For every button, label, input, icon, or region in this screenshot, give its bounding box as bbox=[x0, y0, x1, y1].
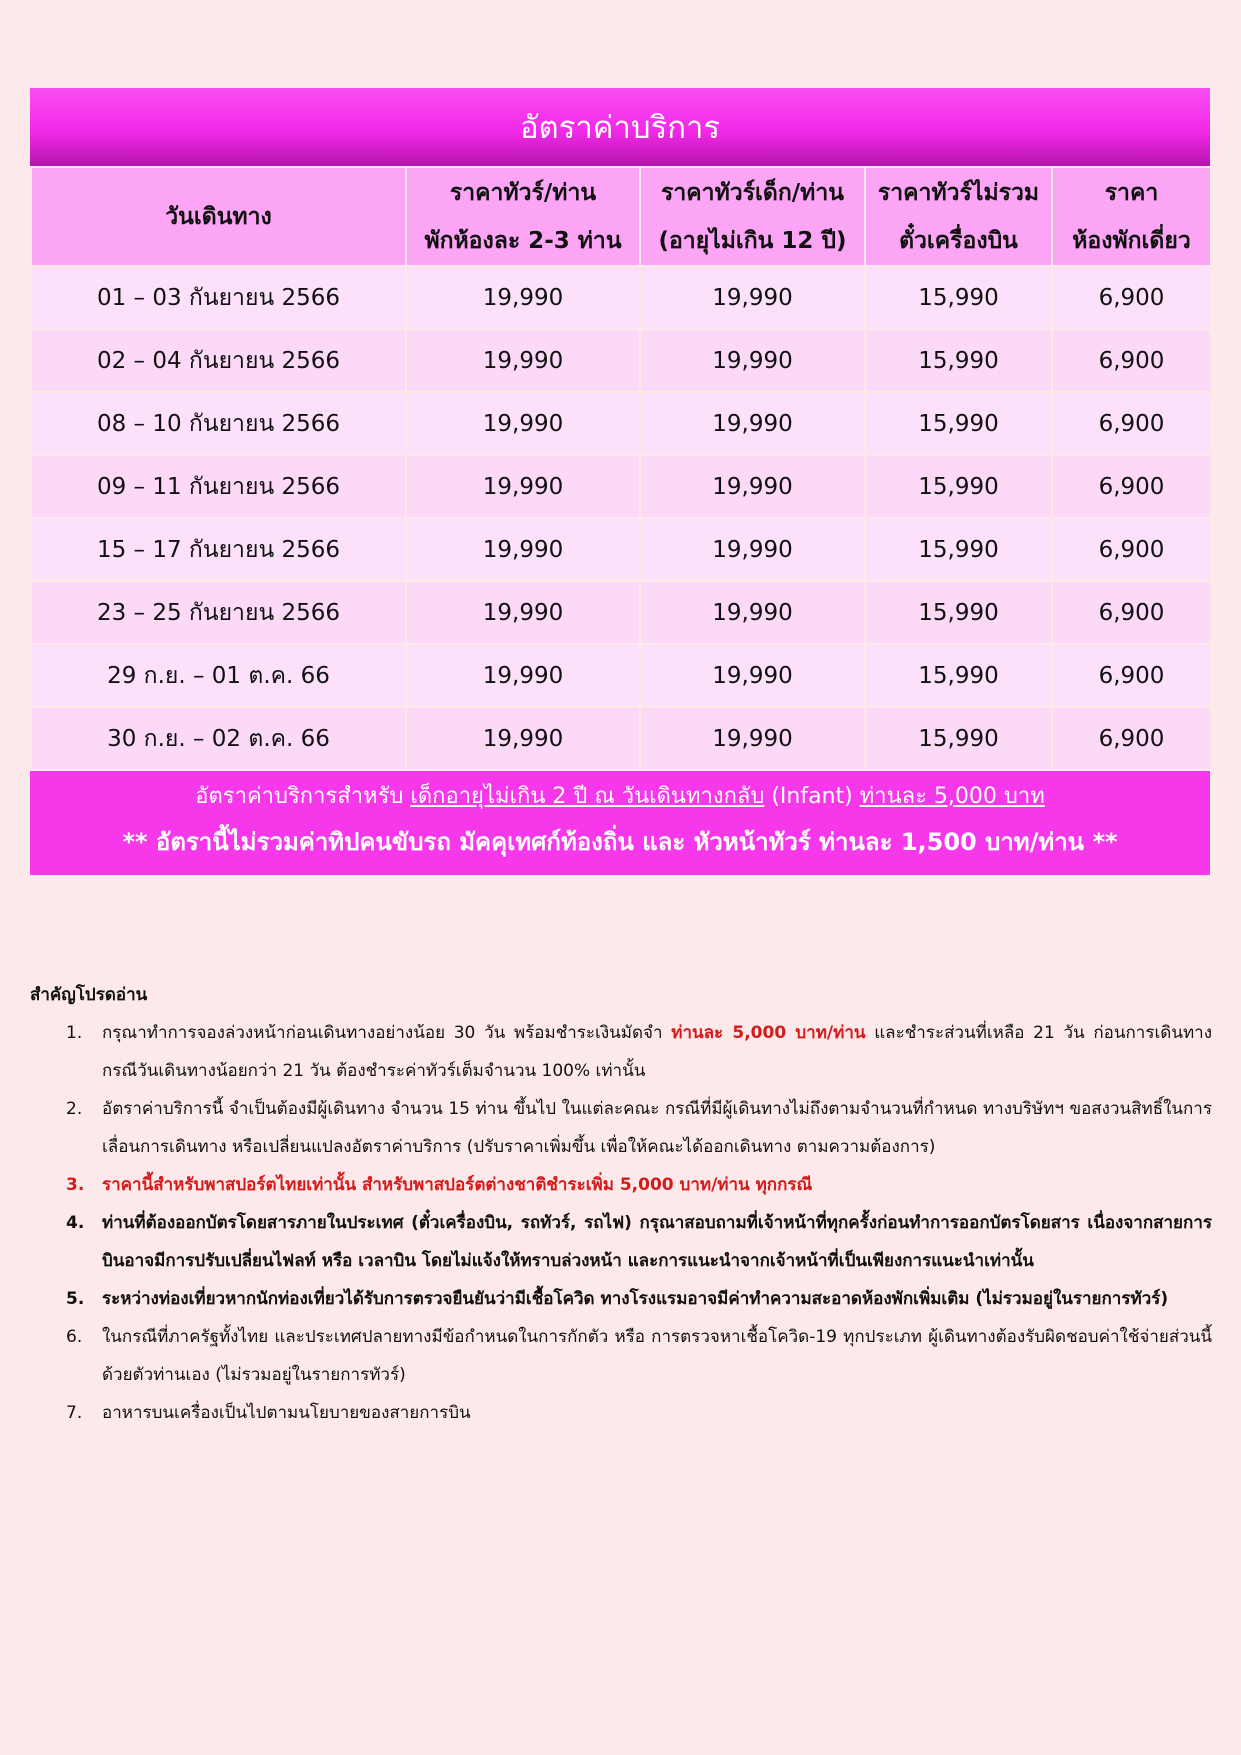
cell-no-ticket: 15,990 bbox=[865, 644, 1052, 707]
header-travel-date: วันเดินทาง bbox=[31, 167, 406, 266]
cell-single: 6,900 bbox=[1052, 329, 1211, 392]
cell-single: 6,900 bbox=[1052, 455, 1211, 518]
cell-child: 19,990 bbox=[640, 455, 865, 518]
cell-date: 23 – 25 กันยายน 2566 bbox=[31, 581, 406, 644]
table-row bbox=[31, 266, 1211, 329]
cell-single: 6,900 bbox=[1052, 644, 1211, 707]
notes-heading: สำคัญโปรดอ่าน bbox=[30, 985, 148, 1005]
list-item: 4. ท่านที่ต้องออกบัตรโดยสารภายในประเทศ (ตั๋วเครื่องบิน, รถทัวร์, รถไฟ) กรุณาสอบถามที่เจ้าหน้าที่ทุกครั้งก่อนทำการออกบัตรโดยสาร เนื่องจากสายการบินอาจมีการปรับเปลี่ยนไฟลท์ หรือ เวลาบิน โดยไม่แจ้งให้ทราบล่วงหน้า และการแนะนำจากเจ้าหน้าที่เป็นเพียงการแนะนำเท่านั้น bbox=[66, 1213, 1212, 1271]
cell-date: 29 ก.ย. – 01 ต.ค. 66 bbox=[31, 644, 406, 707]
header-child-price: ราคาทัวร์เด็ก/ท่าน (อายุไม่เกิน 12 ปี) bbox=[640, 167, 865, 266]
infant-rate-note: อัตราค่าบริการสำหรับ เด็กอายุไม่เกิน 2 ปี ณ วันเดินทางกลับ (Infant) ท่านละ 5,000 บาท bbox=[195, 784, 1045, 809]
cell-child: 19,990 bbox=[640, 329, 865, 392]
cell-adult: 19,990 bbox=[406, 329, 640, 392]
list-item: 5. ระหว่างท่องเที่ยวหากนักท่องเที่ยวได้รับการตรวจยืนยันว่ามีเชื้อโควิด ทางโรงแรมอาจมีค่าทำความสะอาดห้องพักเพิ่มเติม (ไม่รวมอยู่ในรายการทัวร์) bbox=[66, 1289, 1169, 1309]
cell-child: 19,990 bbox=[640, 518, 865, 581]
table-row bbox=[31, 329, 1211, 392]
cell-adult: 19,990 bbox=[406, 518, 640, 581]
cell-no-ticket: 15,990 bbox=[865, 707, 1052, 770]
cell-single: 6,900 bbox=[1052, 266, 1211, 329]
list-item: 1. กรุณาทำการจองล่วงหน้าก่อนเดินทางอย่างน้อย 30 วัน พร้อมชำระเงินมัดจำ ท่านละ 5,000 บาท/ท่าน และชำระส่วนที่เหลือ 21 วัน ก่อนการเดินทาง กรณีวันเดินทางน้อยกว่า 21 วัน ต้องชำระค่าทัวร์เต็มจำนวน 100% เท่านั้น bbox=[66, 1023, 1213, 1081]
cell-child: 19,990 bbox=[640, 644, 865, 707]
cell-date: 09 – 11 กันยายน 2566 bbox=[31, 455, 406, 518]
price-section bbox=[30, 88, 1210, 875]
list-item: 3. ราคานี้สำหรับพาสปอร์ตไทยเท่านั้น สำหรับพาสปอร์ตต่างชาติชำระเพิ่ม 5,000 บาท/ท่าน ทุกกรณี bbox=[66, 1175, 813, 1195]
table-row bbox=[31, 644, 1211, 707]
cell-no-ticket: 15,990 bbox=[865, 266, 1052, 329]
infant-price: ท่านละ 5,000 บาท bbox=[859, 784, 1045, 809]
cell-no-ticket: 15,990 bbox=[865, 455, 1052, 518]
price-table-footer bbox=[30, 771, 1210, 875]
cell-single: 6,900 bbox=[1052, 707, 1211, 770]
cell-adult: 19,990 bbox=[406, 266, 640, 329]
cell-date: 01 – 03 กันยายน 2566 bbox=[31, 266, 406, 329]
cell-adult: 19,990 bbox=[406, 644, 640, 707]
cell-no-ticket: 15,990 bbox=[865, 392, 1052, 455]
cell-no-ticket: 15,990 bbox=[865, 581, 1052, 644]
table-header-row bbox=[31, 167, 1211, 266]
cell-date: 30 ก.ย. – 02 ต.ค. 66 bbox=[31, 707, 406, 770]
table-row bbox=[31, 455, 1211, 518]
cell-adult: 19,990 bbox=[406, 707, 640, 770]
price-table bbox=[30, 166, 1212, 771]
cell-child: 19,990 bbox=[640, 266, 865, 329]
cell-no-ticket: 15,990 bbox=[865, 329, 1052, 392]
cell-adult: 19,990 bbox=[406, 581, 640, 644]
cell-child: 19,990 bbox=[640, 581, 865, 644]
price-table-title: อัตราค่าบริการ bbox=[30, 88, 1210, 166]
table-row bbox=[31, 581, 1211, 644]
tip-note: ** อัตรานี้ไม่รวมค่าทิปคนขับรถ มัคคุเทศก์ท้องถิ่น และ หัวหน้าทัวร์ ท่านละ 1,500 บาท/ท่าน ** bbox=[122, 828, 1118, 856]
table-row bbox=[31, 392, 1211, 455]
cell-adult: 19,990 bbox=[406, 455, 640, 518]
cell-no-ticket: 15,990 bbox=[865, 518, 1052, 581]
cell-date: 08 – 10 กันยายน 2566 bbox=[31, 392, 406, 455]
cell-date: 02 – 04 กันยายน 2566 bbox=[31, 329, 406, 392]
deposit-highlight: ท่านละ 5,000 บาท/ท่าน bbox=[671, 1023, 866, 1043]
cell-date: 15 – 17 กันยายน 2566 bbox=[31, 518, 406, 581]
cell-child: 19,990 bbox=[640, 707, 865, 770]
header-adult-price: ราคาทัวร์/ท่าน พักห้องละ 2-3 ท่าน bbox=[406, 167, 640, 266]
cell-single: 6,900 bbox=[1052, 518, 1211, 581]
table-row bbox=[31, 518, 1211, 581]
table-row bbox=[31, 707, 1211, 770]
list-item: 2. อัตราค่าบริการนี้ จำเป็นต้องมีผู้เดินทาง จำนวน 15 ท่าน ขึ้นไป ในแต่ละคณะ กรณีที่มีผู้เดินทางไม่ถึงตามจำนวนที่กำหนด ทางบริษัทฯ ขอสงวนสิทธิ์ในการเลื่อนการเดินทาง หรือเปลี่ยนแปลงอัตราค่าบริการ (ปรับราคาเพิ่มขึ้น เพื่อให้คณะได้ออกเดินทาง ตามความต้องการ) bbox=[66, 1099, 1212, 1157]
cell-adult: 19,990 bbox=[406, 392, 640, 455]
cell-single: 6,900 bbox=[1052, 581, 1211, 644]
infant-age-condition: เด็กอายุไม่เกิน 2 ปี ณ วันเดินทางกลับ bbox=[410, 784, 765, 809]
cell-child: 19,990 bbox=[640, 392, 865, 455]
header-single-room: ราคา ห้องพักเดี่ยว bbox=[1052, 167, 1211, 266]
cell-single: 6,900 bbox=[1052, 392, 1211, 455]
list-item: 6. ในกรณีที่ภาครัฐทั้งไทย และประเทศปลายทางมีข้อกำหนดในการกักตัว หรือ การตรวจหาเชื้อโควิด-19 ทุกประเภท ผู้เดินทางต้องรับผิดชอบค่าใช้จ่ายส่วนนี้ด้วยตัวท่านเอง (ไม่รวมอยู่ในรายการทัวร์) bbox=[66, 1327, 1212, 1385]
header-no-ticket-price: ราคาทัวร์ไม่รวม ตั๋วเครื่องบิน bbox=[865, 167, 1052, 266]
important-notes bbox=[30, 976, 1212, 1432]
list-item: 7. อาหารบนเครื่องเป็นไปตามนโยบายของสายการบิน bbox=[66, 1403, 471, 1423]
